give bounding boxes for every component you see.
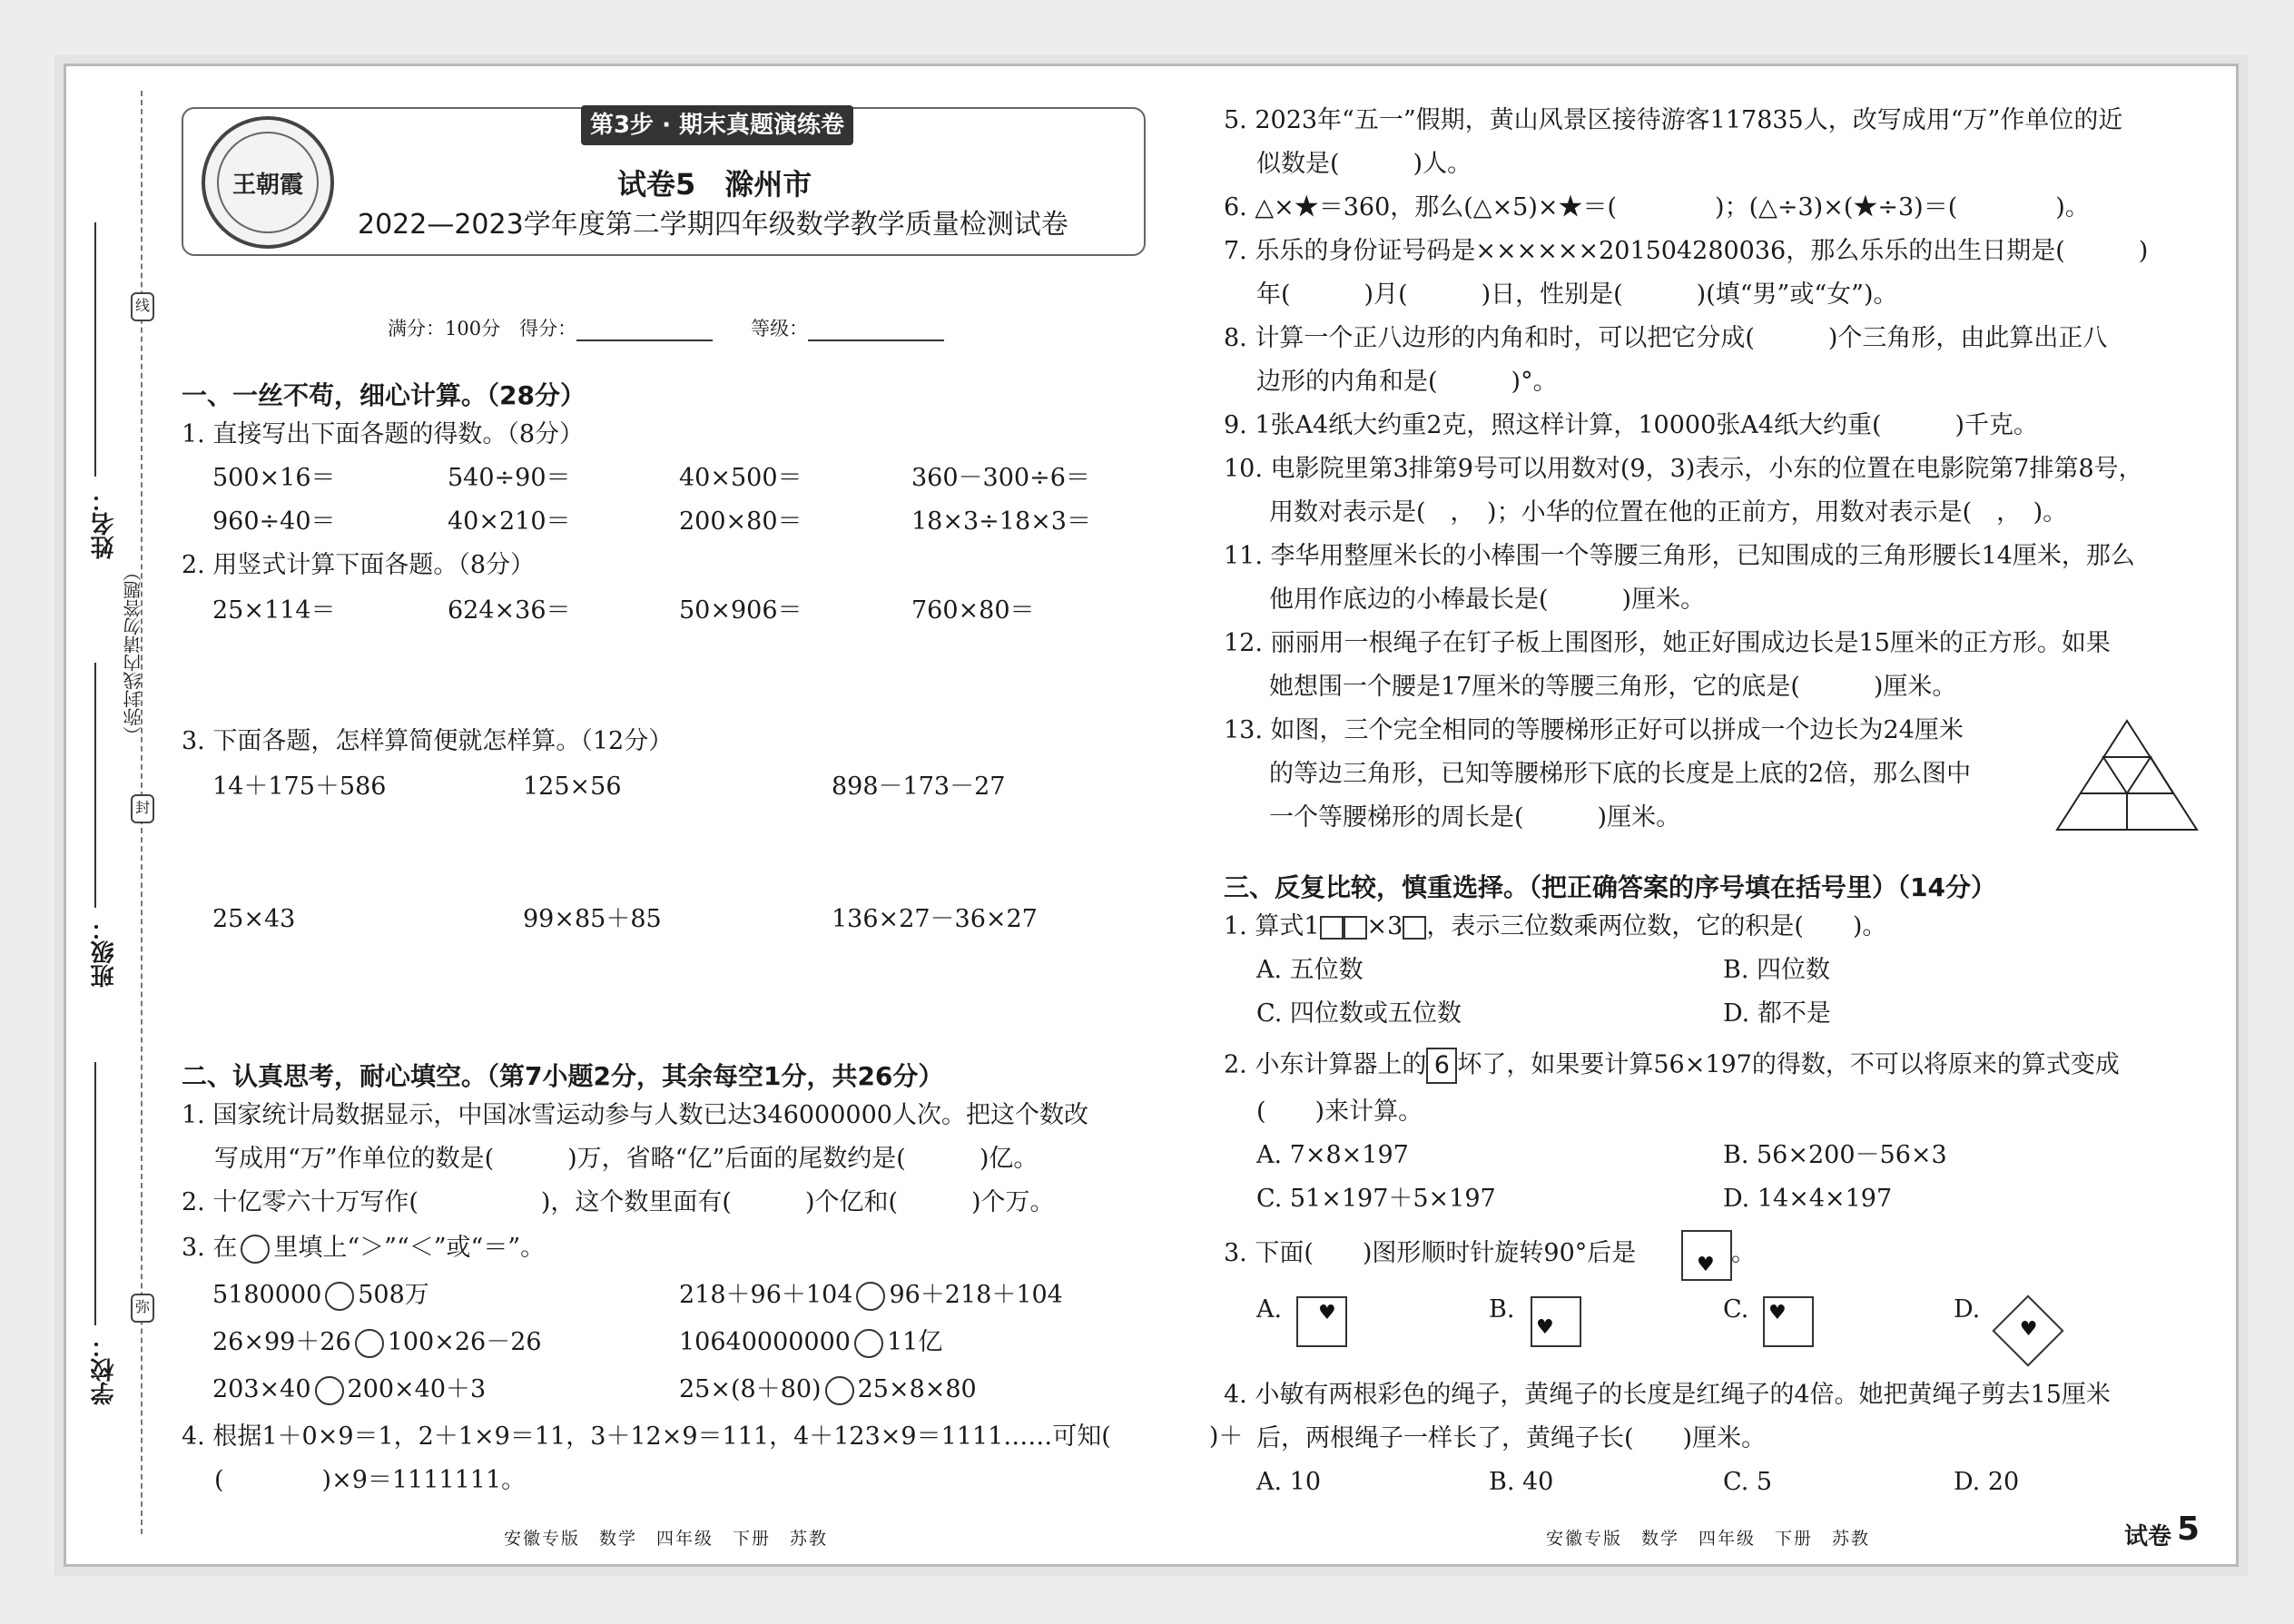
q13-line1: 13. 如图，三个完全相同的等腰梯形正好可以拼成一个边长为24厘米 — [1224, 716, 1964, 744]
q1-item: 18×3÷18×3＝ — [911, 507, 1091, 536]
compare-item: 26×99＋26 100×26－26 — [212, 1328, 542, 1356]
q3-item: 898－173－27 — [832, 773, 1006, 801]
footer-right: 安徽专版 数学 四年级 下册 苏教 — [1546, 1529, 1871, 1549]
page-number: 5 — [2177, 1511, 2200, 1548]
choice4-line2: 后，两根绳子一样长了，黄绳子长( )厘米。 — [1256, 1424, 1767, 1452]
q1-item: 500×16＝ — [212, 464, 336, 492]
page-label: 试卷 — [2124, 1523, 2172, 1550]
q13-line3: 一个等腰梯形的周长是( )厘米。 — [1269, 803, 1681, 832]
compare-circle-icon[interactable] — [315, 1376, 344, 1405]
fill1-line1: 1. 国家统计局数据显示，中国冰雪运动参与人数已达346000000人次。把这个数改 — [182, 1101, 1088, 1129]
fill4-line1: 4. 根据1＋0×9＝1，2＋1×9＝11，3＋12×9＝111，4＋123×9＝1111……可知( )＋ — [182, 1422, 1244, 1451]
heart-icon: ♥ — [1318, 1302, 1336, 1324]
choice4-option-c[interactable]: C. 5 — [1723, 1468, 1773, 1496]
q10-line1: 10. 电影院里第3排第9号可以用数对(9，3)表示，小东的位置在电影院第7排第8号， — [1224, 455, 2143, 483]
q12-line2: 她想围一个腰是17厘米的等腰三角形，它的底是( )厘米。 — [1269, 673, 1957, 701]
choice4-option-b[interactable]: B. 40 — [1489, 1468, 1554, 1496]
heart-icon: ♥ — [1536, 1316, 1554, 1339]
heart-icon: ♥ — [1697, 1254, 1715, 1276]
q12-line1: 12. 丽丽用一根绳子在钉子板上围图形，她正好围成边长是15厘米的正方形。如果 — [1224, 629, 2111, 657]
q2-item: 25×114＝ — [212, 596, 336, 625]
name-field[interactable] — [94, 222, 96, 477]
compare-item: 5180000 508万 — [212, 1281, 429, 1309]
period: 。 — [1731, 1239, 1756, 1267]
choice4-line1: 4. 小敏有两根彩色的绳子，黄绳子的长度是红绳子的4倍。她把黄绳子剪去15厘米 — [1224, 1381, 2111, 1409]
seal-feng: 封 — [131, 794, 154, 823]
q3-prompt: 3. 下面各题，怎样算简便就怎样算。（12分） — [182, 727, 674, 755]
footer-left: 安徽专版 数学 四年级 下册 苏教 — [504, 1529, 829, 1549]
fill4-line2: ( )×9＝1111111。 — [214, 1466, 527, 1494]
choice1-option-a[interactable]: A. 五位数 — [1256, 956, 1364, 984]
q3-item: 14＋175＋586 — [212, 773, 387, 801]
q1-item: 540÷90＝ — [448, 464, 571, 492]
choice3-option-c[interactable]: C. — [1723, 1295, 1749, 1324]
q1-item: 40×500＝ — [679, 464, 802, 492]
section1-heading: 一、一丝不苟，细心计算。（28分） — [182, 380, 586, 410]
section3-heading: 三、反复比较，慎重选择。（把正确答案的序号填在括号里）（14分） — [1224, 872, 1996, 902]
blank-square-icon — [1403, 916, 1426, 940]
q1-item: 360－300÷6＝ — [911, 464, 1090, 492]
paper-title: 试卷5 滁州市 — [617, 167, 812, 202]
score-line: 满分：100分 得分： 等级： — [388, 314, 944, 341]
compare-circle-icon — [241, 1235, 270, 1264]
fill3-prompt: 3. 在 里填上“＞”“＜”或“＝”。 — [182, 1234, 546, 1262]
choice3-option-d[interactable]: D. — [1954, 1295, 1981, 1324]
compare-item: 203×40 200×40＋3 — [212, 1375, 487, 1403]
q2-item: 50×906＝ — [679, 596, 802, 625]
q5-line1: 5. 2023年“五一”假期，黄山风景区接待游客117835人，改写成用“万”作单位的近 — [1224, 106, 2123, 134]
q2-prompt: 2. 用竖式计算下面各题。（8分） — [182, 551, 536, 579]
step-tag: 第3步 · 期末真题演练卷 — [581, 105, 853, 145]
choice2-option-b[interactable]: B. 56×200－56×3 — [1723, 1141, 1947, 1169]
q1-item: 40×210＝ — [448, 507, 571, 536]
class-label: 班级： — [91, 917, 118, 988]
choice2-option-c[interactable]: C. 51×197＋5×197 — [1256, 1185, 1496, 1213]
choice1-option-b[interactable]: B. 四位数 — [1723, 956, 1831, 984]
calculator-key-icon: 6 — [1426, 1048, 1457, 1084]
compare-circle-icon[interactable] — [355, 1329, 384, 1358]
choice2-option-d[interactable]: D. 14×4×197 — [1723, 1185, 1893, 1213]
seal-mi: 弥 — [131, 1294, 154, 1323]
brand-logo: 王朝霞 — [202, 116, 334, 249]
q8-line1: 8. 计算一个正八边形的内角和时，可以把它分成( )个三角形，由此算出正八 — [1224, 324, 2108, 352]
q1-item: 960÷40＝ — [212, 507, 336, 536]
binding-note: （弥封线内请勿答题） — [123, 563, 144, 744]
choice4-option-a[interactable]: A. 10 — [1256, 1468, 1322, 1496]
choice3-option-b[interactable]: B. — [1489, 1295, 1515, 1324]
q5-line2: 似数是( )人。 — [1256, 150, 1472, 178]
choice1-option-c[interactable]: C. 四位数或五位数 — [1256, 999, 1462, 1028]
choice3-option-a[interactable]: A. — [1256, 1295, 1283, 1324]
choice2-option-a[interactable]: A. 7×8×197 — [1256, 1141, 1409, 1169]
choice3-figure-c[interactable] — [1763, 1296, 1814, 1347]
fill2: 2. 十亿零六十万写作( )，这个数里面有( )个亿和( )个万。 — [182, 1188, 1055, 1216]
q3-item: 99×85＋85 — [523, 905, 662, 933]
q11-line1: 11. 李华用整厘米长的小棒围一个等腰三角形，已知围成的三角形腰长14厘米，那么 — [1224, 542, 2135, 570]
heart-icon: ♥ — [2019, 1318, 2038, 1342]
q3-item: 136×27－36×27 — [832, 905, 1038, 933]
choice2-prompt-line2: ( )来计算。 — [1256, 1097, 1423, 1126]
compare-item: 25×(8＋80) 25×8×80 — [679, 1375, 977, 1403]
q11-line2: 他用作底边的小棒最长是( )厘米。 — [1269, 586, 1706, 614]
choice2-prompt: 2. 小东计算器上的 6 坏了，如果要计算56×197的得数，不可以将原来的算式变成 — [1224, 1048, 2120, 1084]
compare-item: 10640000000 11亿 — [679, 1328, 943, 1356]
trapezoid-triangle-figure — [2053, 717, 2200, 833]
school-label: 学校： — [91, 1334, 118, 1405]
q3-item: 25×43 — [212, 905, 296, 933]
heart-icon: ♥ — [1768, 1302, 1787, 1324]
compare-circle-icon[interactable] — [854, 1329, 883, 1358]
choice1-option-d[interactable]: D. 都不是 — [1723, 999, 1831, 1028]
fill1-line2: 写成用“万”作单位的数是( )万，省略“亿”后面的尾数约是( )亿。 — [214, 1145, 1039, 1173]
choice3-figure-b[interactable] — [1531, 1296, 1581, 1347]
rotated-result-figure — [1681, 1230, 1732, 1281]
school-field[interactable] — [94, 1062, 96, 1325]
q2-item: 624×36＝ — [448, 596, 571, 625]
section2-heading: 二、认真思考，耐心填空。（第7小题2分，其余每空1分，共26分） — [182, 1061, 944, 1091]
seal-xian: 线 — [131, 292, 154, 321]
q3-item: 125×56 — [523, 773, 622, 801]
choice3-figure-a[interactable] — [1296, 1296, 1347, 1347]
q1-item: 200×80＝ — [679, 507, 802, 536]
compare-circle-icon[interactable] — [856, 1282, 885, 1311]
q13-line2: 的等边三角形，已知等腰梯形下底的长度是上底的2倍，那么图中 — [1269, 760, 1972, 788]
q1-prompt: 1. 直接写出下面各题的得数。（8分） — [182, 420, 585, 448]
choice1-prompt: 1. 算式1 ×3 ，表示三位数乘两位数，它的积是( )。 — [1224, 912, 1887, 940]
q7-line2: 年( )月( )日，性别是( )(填“男”或“女”)。 — [1256, 281, 1898, 309]
paper-subtitle: 2022—2023学年度第二学期四年级数学教学质量检测试卷 — [358, 209, 1068, 241]
q9: 9. 1张A4纸大约重2克，照这样计算，10000张A4纸大约重( )千克。 — [1224, 411, 2039, 439]
q6: 6. △×★＝360，那么(△×5)×★＝( )；(△÷3)×(★÷3)＝( )。 — [1224, 193, 2090, 221]
compare-circle-icon[interactable] — [825, 1376, 854, 1405]
compare-circle-icon[interactable] — [325, 1282, 354, 1311]
choice3-prompt: 3. 下面( )图形顺时针旋转90°后是 — [1224, 1239, 1637, 1267]
choice4-option-d[interactable]: D. 20 — [1954, 1468, 2020, 1496]
blank-square-icon — [1320, 916, 1344, 940]
q7-line1: 7. 乐乐的身份证号码是××××××201504280036，那么乐乐的出生日期是( ) — [1224, 237, 2149, 265]
class-field[interactable] — [94, 663, 96, 908]
blank-square-icon — [1344, 916, 1367, 940]
q8-line2: 边形的内角和是( )°。 — [1256, 368, 1558, 396]
q2-item: 760×80＝ — [911, 596, 1035, 625]
name-label: 姓名： — [91, 488, 118, 559]
q10-line2: 用数对表示是( ， )；小华的位置在他的正前方，用数对表示是( ， )。 — [1269, 498, 2068, 527]
compare-item: 218＋96＋104 96＋218＋104 — [679, 1281, 1063, 1309]
